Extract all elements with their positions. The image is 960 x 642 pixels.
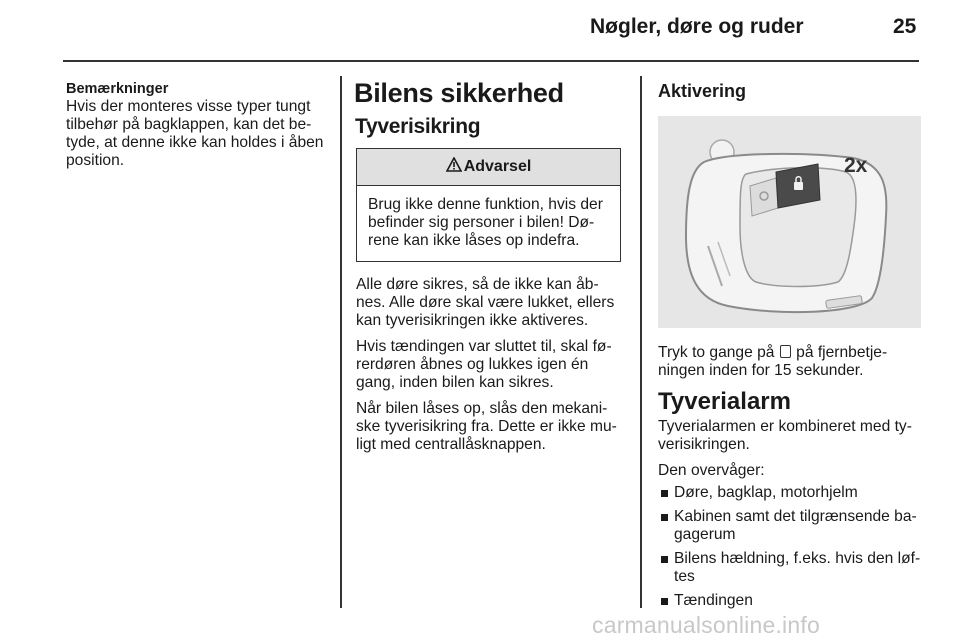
note-title: Bemærkninger bbox=[66, 81, 169, 97]
column-2 bbox=[356, 80, 623, 462]
warning-box bbox=[356, 148, 621, 262]
activation-instruction bbox=[658, 344, 922, 380]
key-fob-illustration bbox=[658, 116, 921, 328]
paragraph-3: Når bilen låses op, slås den mekani-ske tyverisikring fra. Dette er ikke mu-ligt med centrallåsknappen. bbox=[356, 400, 617, 453]
warning-triangle-icon bbox=[446, 157, 462, 172]
instruction-post: på fjernbetje-ningen inden for 15 sekunder. bbox=[658, 344, 888, 379]
running-header-title: Nøgler, døre og ruder bbox=[590, 15, 804, 38]
monitors-label: Den overvåger: bbox=[658, 462, 765, 479]
column-divider-2 bbox=[640, 76, 642, 608]
list-item: Bilens hældning, f.eks. hvis den løf-tes bbox=[658, 550, 922, 586]
activation-heading: Aktivering bbox=[658, 81, 747, 101]
key-fob-figure bbox=[658, 116, 921, 328]
watermark: carmanualsonline.info bbox=[592, 612, 820, 638]
column-divider-1 bbox=[340, 76, 342, 608]
alarm-text: Tyverialarmen er kombineret med ty-verisikringen. bbox=[658, 418, 912, 453]
list-item: Kabinen samt det tilgrænsende ba-gagerum bbox=[658, 508, 922, 544]
paragraph-2: Hvis tændingen var sluttet til, skal fø-rerdøren åbnes og lukkes igen én gang, inden bilen kan sikres. bbox=[356, 338, 612, 391]
bullet-icon bbox=[661, 598, 668, 605]
column-1 bbox=[66, 80, 328, 170]
page-number: 25 bbox=[893, 15, 917, 38]
subsection-heading: Tyverisikring bbox=[355, 115, 481, 138]
section-heading: Bilens sikkerhed bbox=[354, 78, 564, 108]
paragraph-1: Alle døre sikres, så de ikke kan åb-nes. Alle døre skal være lukket, ellers kan tyverisikringen ikke aktiveres. bbox=[356, 276, 615, 329]
list-item: Døre, bagklap, motorhjelm bbox=[658, 484, 922, 502]
press-count-label: 2x bbox=[844, 154, 868, 177]
warning-header bbox=[357, 149, 620, 186]
note-text: Hvis der monteres visse typer tungt tilbehør på bagklappen, kan det be-tyde, at denne ikke kan holdes i åben position. bbox=[66, 98, 324, 169]
bullet-icon bbox=[661, 556, 668, 563]
alarm-heading: Tyverialarm bbox=[658, 388, 791, 415]
list-item: Tændingen bbox=[658, 592, 922, 610]
column-3 bbox=[658, 80, 922, 616]
bullet-icon bbox=[661, 514, 668, 521]
monitored-items-list bbox=[658, 484, 922, 610]
warning-title: Advarsel bbox=[463, 158, 532, 175]
warning-text: Brug ikke denne funktion, hvis der befinder sig personer i bilen! Dø-rene kan ikke låses op indefra. bbox=[368, 196, 603, 249]
header-rule bbox=[63, 60, 919, 62]
bullet-icon bbox=[661, 490, 668, 497]
lock-icon bbox=[780, 345, 791, 358]
instruction-pre: Tryk to gange på bbox=[658, 344, 775, 361]
